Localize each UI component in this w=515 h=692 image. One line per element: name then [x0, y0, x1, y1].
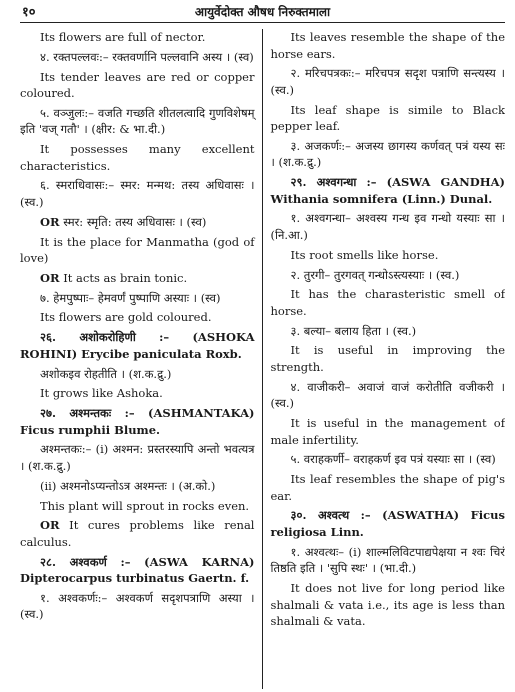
right-paragraph	[271, 65, 506, 98]
right-paragraph	[271, 286, 506, 319]
paragraph-text: It grows like Ashoka.	[40, 386, 163, 401]
paragraph-text: ७. हेमपुष्पाः– हेमवर्णं पुष्पाणि अस्याः । (स्व)	[40, 290, 221, 305]
left-paragraph	[20, 498, 255, 515]
left-paragraph	[20, 517, 255, 550]
paragraph-text: २९. अश्वगन्धा :– (ASWA GANDHA) Withania somnifera (Linn.) Dunal.	[270, 175, 505, 206]
right-column	[263, 29, 506, 689]
or-marker: OR	[40, 270, 60, 285]
paragraph-text: २८. अश्वकर्ण :– (ASWA KARNA) Dipterocarpus turbinatus Gaertn. f.	[20, 554, 255, 586]
left-paragraph	[20, 214, 255, 231]
left-paragraph	[20, 49, 255, 66]
paragraph-text: स्मर: स्मृति: तस्य अधिवासः । (स्व)	[59, 214, 207, 229]
right-paragraph	[271, 323, 506, 340]
right-paragraph	[271, 138, 506, 171]
paragraph-text: It has the charasteristic smell of horse.	[270, 287, 505, 318]
left-paragraph	[20, 590, 255, 623]
left-paragraph	[20, 385, 255, 402]
right-paragraph	[271, 174, 506, 207]
right-paragraph	[271, 544, 506, 577]
left-paragraph	[20, 69, 255, 102]
right-paragraph	[271, 471, 506, 504]
right-paragraph	[271, 415, 506, 448]
paragraph-text: It is useful in improving the strength.	[270, 343, 505, 374]
right-paragraph	[271, 29, 506, 62]
left-paragraph	[20, 141, 255, 174]
right-paragraph	[271, 210, 506, 243]
paragraph-text: Its root smells like horse.	[290, 247, 439, 262]
left-paragraph	[20, 478, 255, 495]
paragraph-text: ३०. अश्वत्थ :– (ASWATHA) Ficus religiosa Linn.	[270, 508, 505, 539]
paragraph-text: (ii) अश्मनोऽप्यन्तोऽत्र अश्मन्तः । (अ.को.)	[40, 478, 216, 493]
left-paragraph	[20, 270, 255, 287]
left-paragraph	[20, 29, 255, 46]
left-paragraph	[20, 441, 255, 474]
paragraph-text: It acts as brain tonic.	[59, 270, 188, 285]
paragraph-text: It does not live for long period like shalmali & vata i.e., its age is less than shalmali & vata.	[270, 581, 505, 629]
right-paragraph	[271, 580, 506, 630]
left-paragraph	[20, 309, 255, 326]
paragraph-text: ५. वराहकर्णी– वराहकर्ण इव पत्रं यस्याः सा । (स्व)	[290, 452, 496, 467]
page-header	[20, 0, 505, 23]
right-paragraph	[271, 247, 506, 264]
right-paragraph	[271, 379, 506, 412]
paragraph-text: Its flowers are gold coloured.	[40, 310, 212, 325]
paragraph-text: It is useful in the management of male infertility.	[270, 416, 505, 447]
paragraph-text: Its leaf shape is simile to Black pepper leaf.	[270, 102, 505, 134]
page-number: १०	[22, 5, 36, 20]
or-marker: OR	[40, 518, 60, 533]
paragraph-text: It possesses many excellent characteristics.	[20, 142, 255, 173]
right-paragraph	[271, 342, 506, 375]
left-paragraph	[20, 405, 255, 438]
left-paragraph	[20, 554, 255, 587]
paragraph-text: It is the place for Manmatha (god of love)	[20, 234, 255, 266]
paragraph-text: १. अश्वकर्णः:– अश्वकर्ण सदृशपत्राणि अस्या । (स्व.)	[20, 590, 255, 622]
paragraph-text: ३. बल्या– बलाय हिता । (स्व.)	[290, 323, 417, 338]
paragraph-text: ४. वाजीकरी– अवाजं वाजं करोतीति वजीकरी । (स्व.)	[270, 379, 505, 411]
paragraph-text: ६. स्मराधिवासः:– स्मर: मन्मथ: तस्य अधिवासः । (स्व.)	[20, 178, 255, 209]
paragraph-text: Its leaves resemble the shape of the horse ears.	[270, 30, 505, 61]
paragraph-text: Its flowers are full of nector.	[40, 30, 206, 44]
paragraph-text: १. अश्वगन्धा– अश्वस्य गन्ध इव गन्धो यस्याः सा । (नि.आ.)	[270, 211, 505, 242]
paragraph-text: ४. रक्तपल्लवः:– रक्तवर्णानि पल्लवानि अस्य । (स्व)	[40, 49, 254, 64]
left-column	[20, 29, 263, 689]
paragraph-text: २६. अशोकरोहिणी :– (ASHOKA ROHINI) Erycibe paniculata Roxb.	[20, 330, 255, 361]
paragraph-text: Its tender leaves are red or copper coloured.	[20, 69, 255, 101]
or-marker: OR	[40, 214, 60, 229]
paragraph-text: ३. अजकर्णः:– अजस्य छागस्य कर्णवत् पत्रं यस्य सः । (श.क.द्रु.)	[270, 138, 505, 170]
left-paragraph	[20, 290, 255, 307]
left-paragraph	[20, 234, 255, 267]
paragraph-text: This plant will sprout in rocks even.	[40, 498, 250, 513]
paragraph-text: १. अश्वत्थः– (i) शाल्मलिविटपाद्यपेक्षया न श्वः चिरं तिष्ठति इति । 'सुपि स्थः' । (भा.दी.)	[270, 544, 505, 576]
paragraph-text: अश्मन्तकः:– (i) अश्मन: प्रस्तरस्यापि अन्तो भवत्यत्र । (श.क.द्रु.)	[20, 442, 255, 473]
paragraph-text: अशोकइव रोहतीति । (श.क.द्रु.)	[40, 366, 172, 381]
paragraph-text: २. मरिचपत्रकः:– मरिचपत्र सदृश पत्राणि सन्त्यस्य । (स्व.)	[270, 66, 505, 97]
paragraph-text: २. तुरगी– तुरगवत् गन्धोऽस्त्यस्याः । (स्व.)	[290, 267, 460, 282]
two-column-body	[20, 29, 505, 689]
paragraph-text: Its leaf resembles the shape of pig's ear.	[270, 472, 505, 503]
right-paragraph	[271, 267, 506, 284]
left-paragraph	[20, 177, 255, 210]
paragraph-text: ५. वञ्जुलः:– वजति गच्छति शीतलत्वादि गुणविशेषम् इति 'वज् गतौ' । (क्षीर: & भा.दी.)	[20, 105, 255, 137]
paragraph-text: It cures problems like renal calculus.	[20, 518, 255, 549]
right-paragraph	[271, 102, 506, 135]
running-title: आयुर्वेदोक्त औषध निरुक्तमाला	[194, 5, 331, 19]
right-paragraph	[271, 451, 506, 468]
paragraph-text: २७. अश्मन्तकः :– (ASHMANTAKA) Ficus rumphii Blume.	[20, 406, 255, 437]
right-paragraph	[271, 507, 506, 540]
left-paragraph	[20, 329, 255, 362]
left-paragraph	[20, 105, 255, 138]
left-paragraph	[20, 366, 255, 383]
